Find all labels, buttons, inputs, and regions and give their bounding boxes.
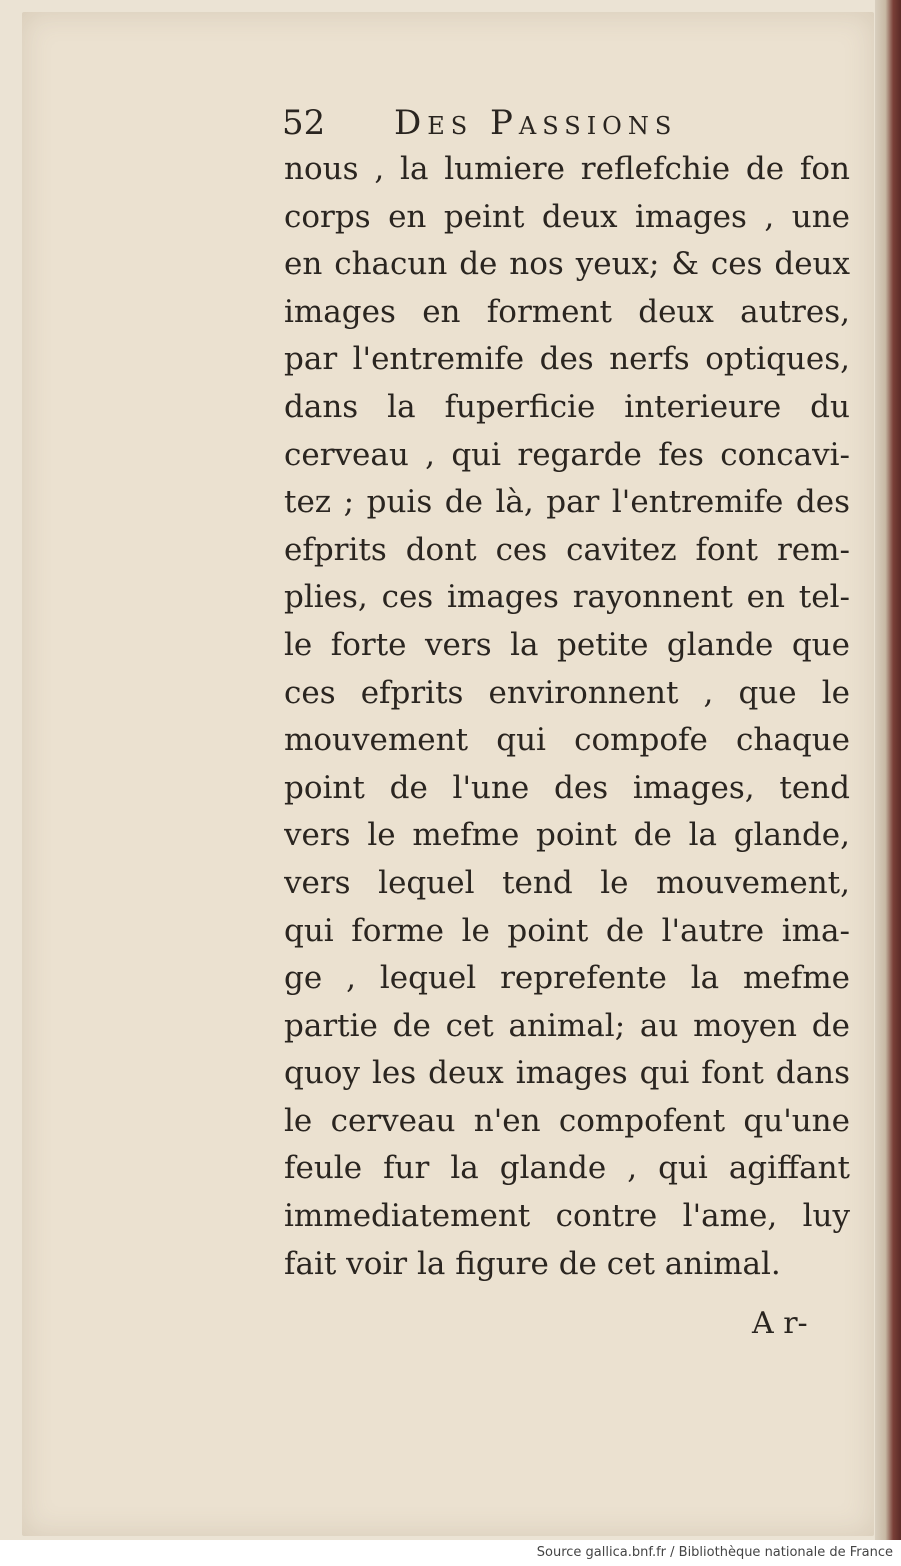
- text-line: immediatement contre l'ame, luy: [284, 1198, 850, 1235]
- running-head-title: Des Passions: [394, 103, 678, 143]
- text-line: le cerveau n'en compofent qu'une: [284, 1102, 850, 1139]
- text-line: tez ; puis de là, par l'entremife des: [284, 484, 850, 521]
- running-head: [282, 98, 847, 148]
- text-line: dans la fuperficie interieure du: [284, 388, 850, 425]
- catchword: A r-: [752, 1306, 808, 1341]
- text-line: vers lequel tend le mouvement,: [284, 864, 850, 901]
- text-line: partie de cet animal; au moyen de: [284, 1007, 850, 1044]
- book-spine-edge: [875, 0, 901, 1540]
- text-line: qui forme le point de l'autre ima-: [284, 912, 850, 949]
- source-credit: Source gallica.bnf.fr / Bibliothèque nationale de France: [536, 1545, 893, 1560]
- text-line: quoy les deux images qui font dans: [284, 1055, 850, 1092]
- text-line: images en forment deux autres,: [284, 293, 850, 330]
- body-text: [284, 146, 850, 1288]
- text-line: efprits dont ces cavitez font rem-: [284, 531, 850, 568]
- text-line: fait voir la figure de cet animal.: [284, 1245, 781, 1282]
- page-number: 52: [282, 103, 326, 143]
- text-line: corps en peint deux images , une: [284, 198, 850, 235]
- text-line: point de l'une des images, tend: [284, 769, 850, 806]
- text-line: en chacun de nos yeux; & ces deux: [284, 246, 850, 283]
- text-line: cerveau , qui regarde fes concavi-: [284, 436, 850, 473]
- text-line: plies, ces images rayonnent en tel-: [284, 579, 850, 616]
- text-line: ces efprits environnent , que le: [284, 674, 850, 711]
- text-line: nous , la lumiere reflefchie de fon: [284, 151, 850, 187]
- text-line: ge , lequel reprefente la mefme: [284, 960, 850, 997]
- text-line: le forte vers la petite glande que: [284, 626, 850, 663]
- text-line: par l'entremife des nerfs optiques,: [284, 341, 850, 378]
- text-line: vers le mefme point de la glande,: [284, 817, 850, 854]
- text-line: feule fur la glande , qui agiffant: [284, 1150, 850, 1187]
- text-line: mouvement qui compofe chaque: [284, 722, 850, 759]
